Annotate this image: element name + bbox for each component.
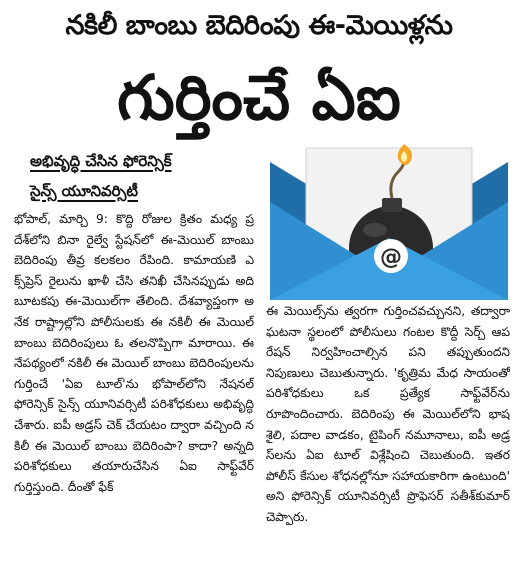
- bomb-email-icon: [270, 142, 508, 300]
- bomb-highlight: [363, 223, 387, 237]
- bomb-cap: [382, 198, 402, 212]
- headline-line-2: గుర్తించే ఏఐ: [117, 61, 401, 134]
- article-right-text: ఈ మెయిల్స్‌ను త్వరగా గుర్తించవచ్చునని, తద్వారా ఘటనా స్థలంలో పోలీసులు గంటల కొద్దీ సెర్చ్ ఆపరేషన్ నిర్వహించాల్సిన పని తప్పుతుందని నిపుణులు చెబుతున్నారు. 'కృత్రిమ మేధ సాయంతో పరిశోధకులు ఒక ప్రత్యేక సాఫ్ట్‌వేర్‌ను రూపొందించారు. బెదిరింపు ఈ మెయిల్‌లోని భాష శైలి, పదాల వాడకం, టైపింగ్ నమూనాలు, ఐపీ అడ్రస్‌లను ఏఐ టూల్ విశ్లేషించి చెబుతుంది. ఇతర పోలీస్ కేసుల శోధనల్లోనూ సహాయకారిగా ఉంటుంది' అని ఫోరెన్సిక్ యూనివర్సిటీ ప్రొఫెసర్ సతీశ్‌కుమార్ చెప్పారు.: [266, 304, 510, 524]
- headline-line-1: నకిలీ బాంబు బెదిరింపు ఈ-మెయిళ్లను: [65, 10, 453, 41]
- article-left-text: భోపాల్, మార్చి 9: కొద్ది రోజుల క్రితం మధ్య ప్రదేశ్‌లోని బినా రైల్వే స్టేషన్‌లో ఈ-మెయిల్ బాంబు బెదిరింపు తీవ్ర కలకలం రేపింది. కామాయణి ఎక్స్‌ప్రెస్ రైలును ఖాళీ చేసి తనిఖీ చేసినప్పుడు అది బూటకపు ఈ-మెయిల్‌గా తేలింది. దేశవ్యాప్తంగా అనేక రాష్ట్రాల్లోని పోలీసులకు ఈ నకిలీ ఈ మెయిల్ బాంబు బెదిరింపులు ఓ తలనొప్పిగా మారాయి. ఈ నేపథ్యంలో నకిలీ ఈ మెయిల్ బాంబు బెదిరింపులను గుర్తించే 'ఏఐ టూల్'ను భోపాల్‌లోని నేషనల్ ఫోరెన్సిక్ సైన్స్ యూనివర్సిటీ పరిశోధకులు అభివృద్ధి చేశారు. ఐపీ అడ్రస్ చెక్ చేయటం ద్వారా వచ్చింది నకిలీ ఈ మెయిల్ బాంబు బెదిరింపా? కాదా? అన్నది పరిశోధకులు తయారుచేసిన ఏఐ సాఫ్ట్‌వేర్ గుర్తిస్తుంది. దీంతో ఫేక్: [14, 212, 254, 494]
- article-column-left: [14, 209, 254, 585]
- article-column-right: [266, 301, 510, 573]
- at-symbol-icon: @: [380, 245, 402, 270]
- subheadline: [30, 150, 260, 202]
- subheadline-line-2: సైన్స్ యూనివర్సిటీ: [30, 182, 138, 200]
- subheadline-line-1: అభివృద్ధి చేసిన ఫోరెన్సిక్: [30, 152, 172, 170]
